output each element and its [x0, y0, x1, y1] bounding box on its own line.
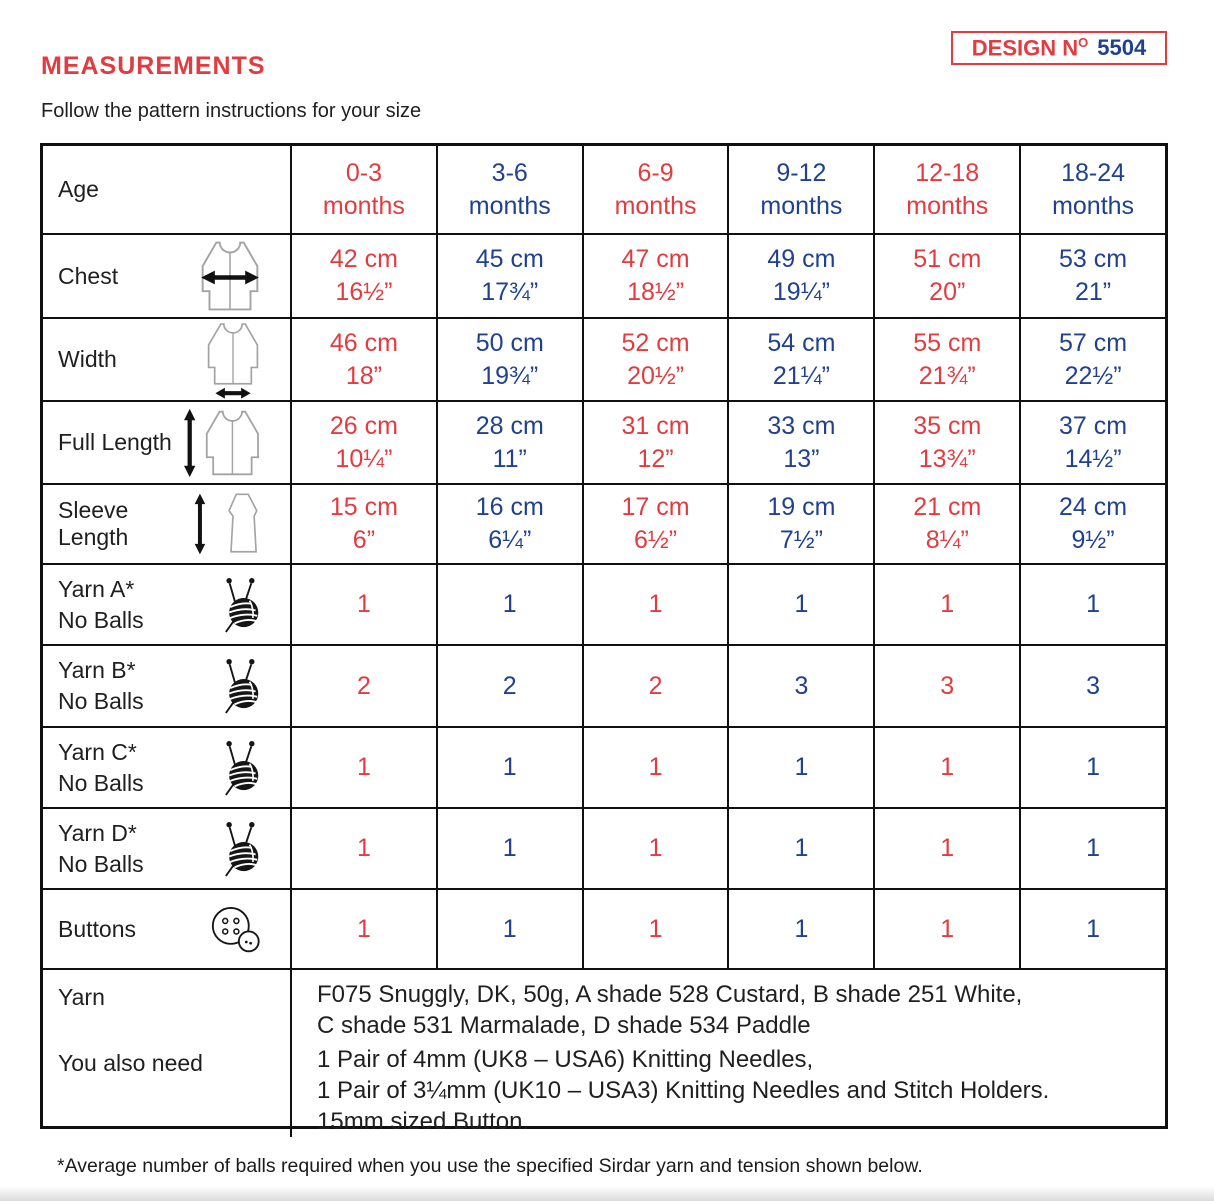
chest-row [43, 233, 1165, 317]
button-count-cell [290, 890, 436, 968]
measurements-table [40, 143, 1168, 1135]
yarn-ball-icon [214, 737, 268, 799]
measurement-cell [873, 319, 1019, 400]
yarn-count-cell [727, 646, 873, 726]
value-cm: 24 cm [1059, 493, 1128, 521]
button-count: 1 [940, 914, 955, 943]
sleeve-length-row [43, 483, 1165, 563]
yarn-count-cell [436, 728, 582, 807]
value-cm: 49 cm [767, 245, 836, 273]
ball-count: 3 [940, 671, 955, 700]
value-inches: 22½” [1064, 361, 1122, 390]
yarn-ball-icon [214, 574, 268, 636]
chest-label: Chest [58, 262, 119, 289]
yarn-count-cell [1019, 728, 1165, 807]
yarn-b-label-cell [43, 646, 290, 726]
ball-count: 3 [794, 671, 809, 700]
ball-count: 1 [356, 590, 371, 618]
size-unit: months [322, 191, 405, 220]
yarn-ball-icon [214, 818, 268, 880]
ball-count: 2 [648, 671, 663, 700]
value-inches: 13” [783, 444, 820, 473]
yarn-b-row [43, 644, 1165, 726]
measurement-cell [436, 485, 582, 563]
measurement-cell [873, 402, 1019, 483]
size-column-header [582, 146, 728, 233]
measurement-cell [290, 402, 436, 483]
yarn-count-cell [873, 565, 1019, 644]
design-number-value: 5504 [1097, 35, 1147, 60]
value-inches: 20” [929, 278, 966, 306]
ball-count: 1 [1086, 753, 1101, 781]
value-inches: 7½” [779, 526, 823, 554]
size-range: 9-12 [776, 158, 827, 187]
measurement-cell [1019, 319, 1165, 400]
yarn-count-cell [436, 565, 582, 644]
width-label-cell [43, 319, 290, 400]
value-cm: 51 cm [913, 245, 982, 273]
size-unit: months [906, 191, 989, 220]
design-number-label: DESIGN $N^O$ [971, 34, 1089, 61]
no-balls-label: No Balls [58, 850, 144, 877]
sleeve-length-arrow-icon [194, 488, 268, 560]
width-row [43, 317, 1165, 400]
value-inches: 11” [492, 444, 527, 473]
size-unit: months [468, 191, 551, 220]
footer-row [43, 968, 1165, 1135]
value-inches: 21” [1075, 278, 1112, 306]
yarn-count-cell [727, 809, 873, 888]
ball-count: 1 [648, 590, 663, 618]
measurement-cell [582, 235, 728, 317]
value-inches: 6” [352, 526, 376, 554]
button-count-cell [582, 890, 728, 968]
ball-count: 1 [940, 753, 955, 781]
ball-count: 1 [794, 590, 809, 618]
ball-count: 1 [356, 753, 371, 781]
yarn-count-cell [290, 728, 436, 807]
yarn-a-label-cell [43, 565, 290, 644]
ball-count: 1 [940, 590, 955, 618]
measurement-cell [873, 235, 1019, 317]
yarn-count-cell [290, 565, 436, 644]
yarn-c-row [43, 726, 1165, 807]
age-label: Age [58, 176, 99, 202]
you-also-need-label: You also need [58, 1050, 203, 1076]
value-cm: 28 cm [475, 411, 544, 440]
yarn-count-cell [290, 646, 436, 726]
yarn-count-cell [582, 646, 728, 726]
ball-count: 1 [940, 834, 955, 862]
design-number-box [951, 31, 1167, 65]
value-cm: 21 cm [913, 493, 982, 521]
size-column-header [290, 146, 436, 233]
yarn-d-label: Yarn D* [58, 819, 137, 846]
full-length-label: Full Length [58, 429, 172, 455]
value-cm: 31 cm [621, 411, 690, 440]
measurement-cell [727, 235, 873, 317]
value-inches: 17¾” [481, 278, 539, 306]
measurement-cell [582, 402, 728, 483]
no-balls-label: No Balls [58, 606, 144, 633]
button-count: 1 [502, 914, 517, 943]
full-length-label-cell [43, 402, 290, 483]
measurement-cell [436, 235, 582, 317]
yarn-count-cell [290, 809, 436, 888]
value-inches: 21¾” [918, 361, 976, 390]
yarn-count-cell [1019, 646, 1165, 726]
measurement-cell [1019, 235, 1165, 317]
button-count: 1 [356, 914, 371, 943]
ball-count: 1 [648, 834, 663, 862]
need-detail-line: 1 Pair of 3¼mm (UK10 – USA3) Knitting Needles and Stitch Holders. [317, 1077, 1050, 1104]
button-count-cell [1019, 890, 1165, 968]
ball-count: 1 [648, 753, 663, 781]
buttons-label-cell [43, 890, 290, 968]
size-range: 18-24 [1061, 158, 1126, 187]
value-cm: 33 cm [767, 411, 836, 440]
value-cm: 46 cm [329, 328, 398, 357]
buttons-row [43, 888, 1165, 968]
measurement-cell [436, 402, 582, 483]
garment-length-arrow-icon [184, 405, 268, 481]
value-inches: 6¼” [488, 526, 532, 554]
value-inches: 19¾” [481, 361, 539, 390]
value-cm: 15 cm [329, 493, 398, 521]
table-header-row [43, 146, 1165, 233]
value-cm: 47 cm [621, 245, 690, 273]
value-inches: 10¼” [335, 444, 393, 473]
value-inches: 12” [637, 444, 674, 473]
no-balls-label: No Balls [58, 688, 144, 714]
button-count-cell [727, 890, 873, 968]
yarn-count-cell [582, 809, 728, 888]
page-subtitle: Follow the pattern instructions for your size [41, 100, 422, 122]
measurement-cell [727, 402, 873, 483]
ball-count: 2 [356, 671, 371, 700]
size-range: 0-3 [345, 158, 382, 187]
size-range: 12-18 [915, 158, 980, 187]
value-cm: 26 cm [329, 411, 398, 440]
value-inches: 18” [345, 361, 382, 390]
value-cm: 53 cm [1059, 245, 1128, 273]
button-count-cell [873, 890, 1019, 968]
value-cm: 55 cm [913, 328, 982, 357]
yarn-count-cell [873, 728, 1019, 807]
ball-count: 1 [1086, 834, 1101, 862]
buttons-icon [206, 901, 268, 957]
measurement-cell [290, 485, 436, 563]
footer-labels-cell [43, 970, 290, 1137]
yarn-count-cell [582, 565, 728, 644]
value-cm: 42 cm [329, 245, 398, 273]
size-unit: months [614, 191, 697, 220]
yarn-detail-line: C shade 531 Marmalade, D shade 534 Paddle [317, 1012, 811, 1039]
yarn-a-row [43, 563, 1165, 644]
sleeve-length-label: Sleeve Length [58, 497, 129, 550]
value-cm: 52 cm [621, 328, 690, 357]
value-inches: 18½” [627, 278, 685, 306]
need-detail-line: 1 Pair of 4mm (UK8 – USA6) Knitting Needles, [317, 1046, 814, 1073]
yarn-detail-line: F075 Snuggly, DK, 50g, A shade 528 Custard, B shade 251 White, [317, 981, 1023, 1008]
yarn-count-cell [1019, 809, 1165, 888]
ball-count: 1 [794, 753, 809, 781]
value-inches: 20½” [627, 361, 685, 390]
full-length-row [43, 400, 1165, 483]
no-balls-label: No Balls [58, 769, 144, 796]
yarn-count-cell [436, 809, 582, 888]
chest-width-arrow-icon [192, 238, 268, 314]
value-cm: 45 cm [475, 245, 544, 273]
yarn-b-label: Yarn B* [58, 657, 136, 683]
yarn-count-cell [582, 728, 728, 807]
measurement-cell [1019, 485, 1165, 563]
value-cm: 16 cm [475, 493, 544, 521]
ball-count: 1 [356, 834, 371, 862]
buttons-label: Buttons [58, 915, 136, 942]
measurement-cell [582, 485, 728, 563]
ball-count: 2 [502, 671, 517, 700]
age-header-cell [43, 146, 290, 233]
value-inches: 19¼” [772, 278, 830, 306]
button-count: 1 [648, 914, 663, 943]
footer-details-cell [290, 970, 1165, 1137]
yarn-count-cell [873, 646, 1019, 726]
size-column-header [873, 146, 1019, 233]
value-inches: 6½” [634, 526, 678, 554]
need-detail-line: 15mm sized Button. [317, 1108, 530, 1135]
value-cm: 37 cm [1059, 411, 1128, 440]
measurement-cell [436, 319, 582, 400]
button-count: 1 [1086, 914, 1101, 943]
size-range: 3-6 [491, 158, 528, 187]
average-balls-footnote: *Average number of balls required when you use the specified Sirdar yarn and tension shown below. [57, 1155, 923, 1177]
ball-count: 3 [1086, 671, 1101, 700]
garment-width-arrow-icon [198, 320, 268, 400]
value-cm: 17 cm [621, 493, 690, 521]
yarn-c-label-cell [43, 728, 290, 807]
ball-count: 1 [502, 834, 517, 862]
yarn-count-cell [873, 809, 1019, 888]
value-inches: 14½” [1064, 444, 1122, 473]
value-inches: 21¼” [772, 361, 830, 390]
size-column-header [727, 146, 873, 233]
measurement-cell [290, 319, 436, 400]
value-cm: 50 cm [475, 328, 544, 357]
size-column-header [436, 146, 582, 233]
value-cm: 35 cm [913, 411, 982, 440]
value-cm: 54 cm [767, 328, 836, 357]
yarn-count-cell [727, 728, 873, 807]
ball-count: 1 [502, 753, 517, 781]
value-cm: 57 cm [1059, 328, 1128, 357]
page-title: MEASUREMENTS [41, 52, 266, 80]
value-inches: 13¾” [918, 444, 976, 473]
measurement-cell [1019, 402, 1165, 483]
width-label: Width [58, 346, 117, 372]
measurement-cell [727, 485, 873, 563]
yarn-d-row [43, 807, 1165, 888]
value-inches: 16½” [335, 278, 393, 306]
value-cm: 19 cm [767, 493, 836, 521]
size-unit: months [760, 191, 843, 220]
value-inches: 9½” [1071, 526, 1115, 554]
ball-count: 1 [502, 590, 517, 618]
ball-count: 1 [1086, 590, 1101, 618]
yarn-count-cell [1019, 565, 1165, 644]
measurement-cell [582, 319, 728, 400]
measurement-cell [873, 485, 1019, 563]
yarn-ball-icon [214, 655, 268, 717]
measurement-cell [290, 235, 436, 317]
sleeve-length-label-cell [43, 485, 290, 563]
chest-label-cell [43, 235, 290, 317]
yarn-count-cell [727, 565, 873, 644]
value-inches: 8¼” [925, 526, 969, 554]
yarn-a-label: Yarn A* [58, 575, 135, 602]
yarn-count-cell [436, 646, 582, 726]
ball-count: 1 [794, 834, 809, 862]
size-unit: months [1052, 191, 1135, 220]
button-count: 1 [794, 914, 809, 943]
button-count-cell [436, 890, 582, 968]
measurement-cell [727, 319, 873, 400]
size-range: 6-9 [637, 158, 674, 187]
yarn-label: Yarn [58, 984, 105, 1010]
page-edge-shadow [0, 1186, 1214, 1201]
size-column-header [1019, 146, 1165, 233]
yarn-c-label: Yarn C* [58, 738, 137, 765]
yarn-d-label-cell [43, 809, 290, 888]
